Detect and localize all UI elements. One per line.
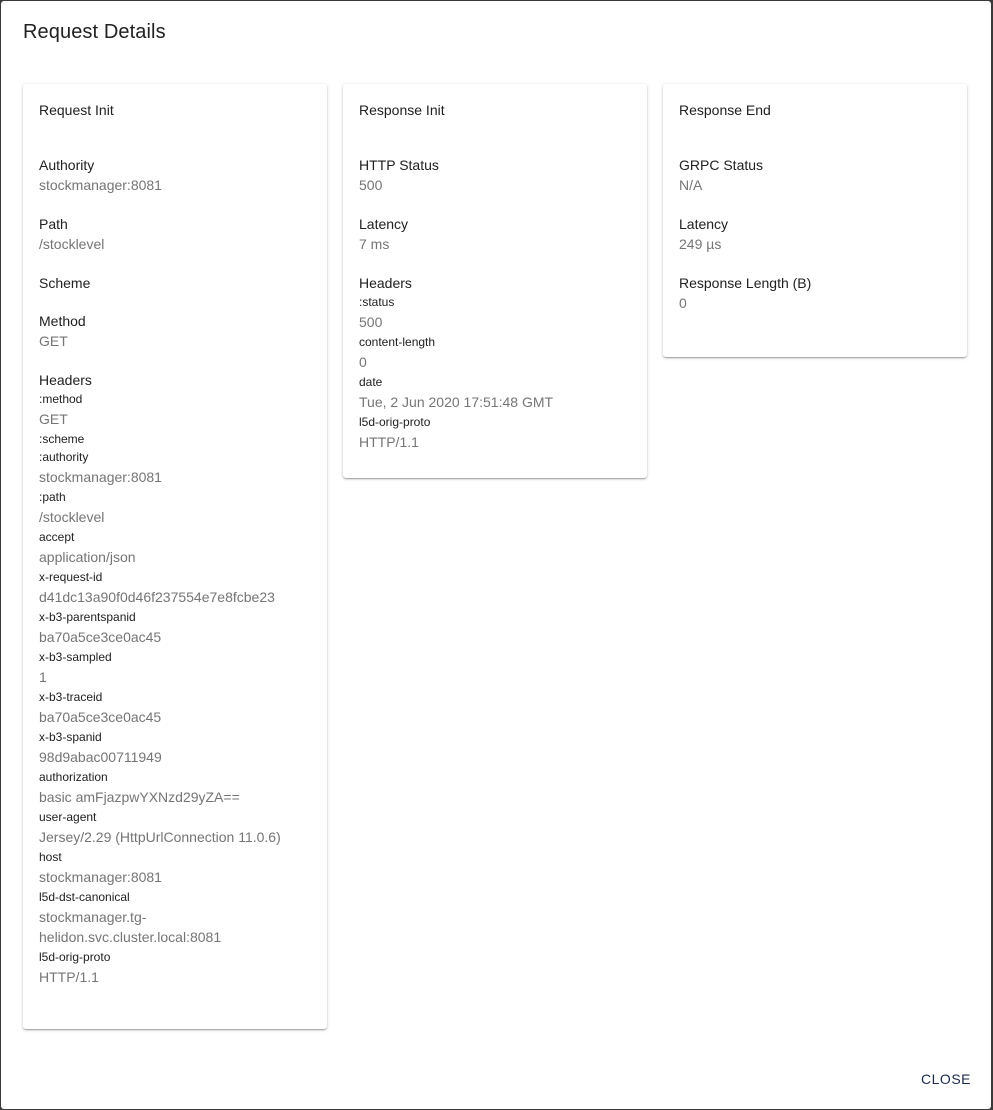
header-value: 1 — [39, 669, 47, 685]
header-name: :authority — [39, 450, 89, 464]
header-item — [359, 294, 631, 332]
header-value: HTTP/1.1 — [39, 969, 99, 985]
header-item — [39, 391, 311, 429]
header-item — [39, 569, 311, 607]
header-name: user-agent — [39, 810, 97, 824]
path-label: Path — [39, 216, 68, 232]
header-value: stockmanager:8081 — [39, 869, 162, 885]
http-status-value: 500 — [359, 177, 383, 193]
header-name: accept — [39, 530, 75, 544]
grpc-status-label: GRPC Status — [679, 157, 764, 173]
latency-label: Latency — [679, 216, 729, 232]
latency-field — [679, 215, 951, 254]
dialog-actions — [919, 1067, 973, 1091]
header-value: ba70a5ce3ce0ac45 — [39, 629, 162, 645]
dialog-title: Request Details — [23, 21, 166, 43]
header-name: content-length — [359, 335, 436, 349]
response-init-card — [343, 84, 647, 478]
authority-label: Authority — [39, 157, 95, 173]
path-field — [39, 215, 311, 254]
method-label: Method — [39, 313, 86, 329]
header-name: date — [359, 375, 383, 389]
header-item — [359, 374, 631, 412]
response-headers-section — [359, 274, 631, 452]
header-item — [39, 649, 311, 687]
latency-value: 7 ms — [359, 236, 390, 252]
header-value: application/json — [39, 549, 136, 565]
latency-field — [359, 215, 631, 254]
authority-field — [39, 156, 311, 195]
dialog-content — [1, 73, 991, 1059]
header-item — [39, 849, 311, 887]
header-value: HTTP/1.1 — [359, 434, 419, 450]
header-name: x-b3-spanid — [39, 730, 102, 744]
header-name: l5d-dst-canonical — [39, 890, 130, 904]
latency-label: Latency — [359, 216, 409, 232]
header-name: l5d-orig-proto — [39, 950, 111, 964]
path-value: /stocklevel — [39, 236, 105, 252]
header-name: x-b3-sampled — [39, 650, 112, 664]
header-item — [359, 414, 631, 452]
header-value: 500 — [359, 314, 383, 330]
header-value: stockmanager:8081 — [39, 469, 162, 485]
scheme-field — [39, 274, 311, 292]
header-name: host — [39, 850, 62, 864]
response-headers-label: Headers — [359, 275, 412, 291]
header-item — [39, 449, 311, 487]
header-value: ba70a5ce3ce0ac45 — [39, 709, 162, 725]
header-item — [39, 769, 311, 807]
header-value: Tue, 2 Jun 2020 17:51:48 GMT — [359, 394, 554, 410]
header-value: d41dc13a90f0d46f237554e7e8fcbe23 — [39, 589, 275, 605]
http-status-label: HTTP Status — [359, 157, 439, 173]
header-name: :status — [359, 295, 395, 309]
response-length-field — [679, 274, 951, 313]
header-value: stockmanager.tg-helidon.svc.cluster.local:8081 — [39, 909, 222, 945]
header-name: x-b3-traceid — [39, 690, 103, 704]
response-length-value: 0 — [679, 295, 687, 311]
header-name: authorization — [39, 770, 108, 784]
latency-value: 249 µs — [679, 236, 722, 252]
header-item — [39, 809, 311, 847]
response-length-label: Response Length (B) — [679, 275, 812, 291]
header-name: x-request-id — [39, 570, 103, 584]
header-value: GET — [39, 411, 68, 427]
header-item — [39, 431, 311, 447]
scheme-label: Scheme — [39, 275, 91, 291]
header-name: x-b3-parentspanid — [39, 610, 136, 624]
request-init-title: Request Init — [39, 102, 114, 118]
close-button[interactable]: CLOSE — [919, 1067, 973, 1091]
header-item — [39, 889, 311, 947]
response-end-card — [663, 84, 967, 357]
response-end-title: Response End — [679, 102, 771, 118]
header-value: 98d9abac00711949 — [39, 749, 162, 765]
header-name: :method — [39, 392, 83, 406]
http-status-field — [359, 156, 631, 195]
header-item — [39, 489, 311, 527]
request-init-card — [23, 84, 327, 1029]
response-init-title: Response Init — [359, 102, 445, 118]
request-headers-label: Headers — [39, 372, 92, 388]
grpc-status-field — [679, 156, 951, 195]
header-name: l5d-orig-proto — [359, 415, 431, 429]
header-name: :path — [39, 490, 66, 504]
header-value: /stocklevel — [39, 509, 105, 525]
header-item — [39, 529, 311, 567]
header-value: Jersey/2.29 (HttpUrlConnection 11.0.6) — [39, 829, 281, 845]
header-item — [39, 689, 311, 727]
method-value: GET — [39, 333, 68, 349]
header-item — [39, 949, 311, 987]
header-value: basic amFjazpwYXNzd29yZA== — [39, 789, 240, 805]
header-item — [39, 729, 311, 767]
header-name: :scheme — [39, 432, 85, 446]
header-value: 0 — [359, 354, 367, 370]
header-item — [359, 334, 631, 372]
request-headers-section — [39, 371, 311, 987]
grpc-status-value: N/A — [679, 177, 703, 193]
method-field — [39, 312, 311, 351]
authority-value: stockmanager:8081 — [39, 177, 162, 193]
request-details-dialog — [1, 1, 991, 1109]
header-item — [39, 609, 311, 647]
